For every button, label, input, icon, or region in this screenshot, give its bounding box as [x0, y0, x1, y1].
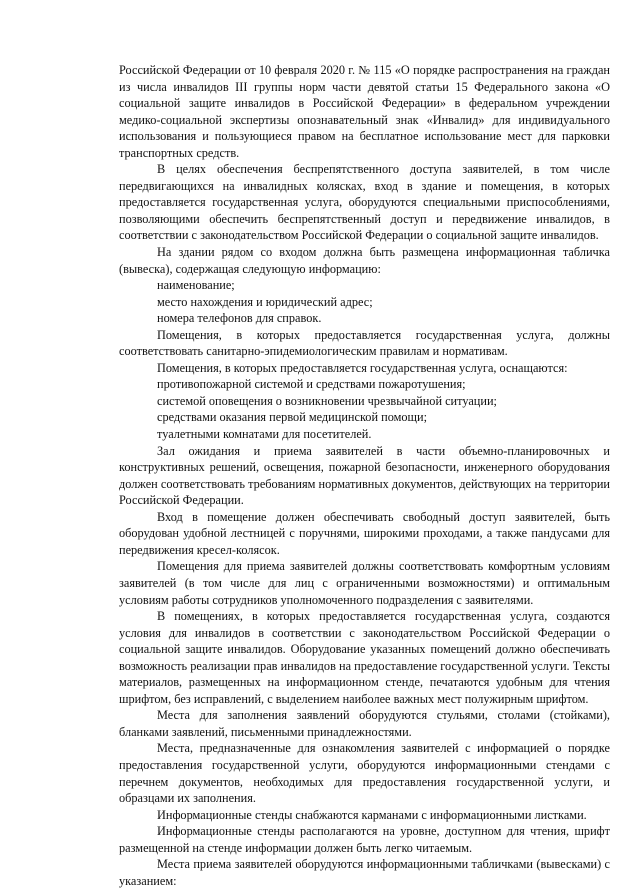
paragraph: Зал ожидания и приема заявителей в части объемно-планировочных и конструктивных решений, освещения, пожарной безопасности, инженерного оборудования должен соответствовать требованиям нормативных документов, действующих на территории Российской Федерации.: [119, 443, 610, 508]
paragraph: Места приема заявителей оборудуются информационными табличками (вывесками) с указанием:: [119, 857, 610, 888]
paragraph: В помещениях, в которых предоставляется государственная услуга, создаются условия для инвалидов в соответствии с законодательством Российской Федерации о социальной защите инвалидов. Оборудование указанных помещений должно обеспечивать возможность реализации прав инвалидов на предоставление государственной услуги. Тексты материалов, размещенных на информационном стенде, печатаются удобным для чтения шрифтом, без исправлений, с выделением наиболее важных мест полужирным шрифтом.: [119, 609, 610, 706]
paragraph: Вход в помещение должен обеспечивать свободный доступ заявителей, быть оборудован удобной лестницей с поручнями, широкими проходами, а также пандусами для передвижения кресел-колясок.: [119, 509, 610, 557]
paragraph: Помещения, в которых предоставляется государственная услуга, оснащаются:: [157, 360, 568, 375]
paragraph: На здании рядом со входом должна быть размещена информационная табличка (вывеска), содержащая следующую информацию:: [119, 245, 610, 276]
list-item: системой оповещения о возникновении чрезвычайной ситуации;: [157, 393, 497, 408]
paragraph: Места, предназначенные для ознакомления заявителей с информацией о порядке предоставления государственной услуги, оборудуются информационными стендами с перечнем документов, необходимых для предоставления государственной услуги, и образцами их заполнения.: [119, 741, 610, 806]
paragraph: Помещения для приема заявителей должны соответствовать комфортным условиям заявителей (в том числе для лиц с ограниченными возможностями) и оптимальным условиям работы сотрудников уполномоченного подразделения с заявителями.: [119, 559, 610, 607]
list-item: наименование;: [157, 278, 235, 293]
paragraph: В целях обеспечения беспрепятственного доступа заявителей, в том числе передвигающихся на инвалидных колясках, вход в здание и помещения, в которых предоставляется государственная услуга, оборудуются специальными приспособлениями, позволяющими обеспечить беспрепятственный доступ и передвижение инвалидов, в соответствии с законодательством Российской Федерации о социальной защите инвалидов.: [119, 162, 610, 243]
list-item: номера телефонов для справок.: [157, 311, 322, 326]
paragraph: Российской Федерации от 10 февраля 2020 г. № 115 «О порядке распространения на граждан из числа инвалидов III группы норм части девятой статьи 15 Федерального закона «О социальной защите инвалидов в Российской Федерации» в федеральном учреждении медико-социальной экспертизы опознавательный знак «Инвалид» для индивидуального использования и пользующиеся правом на бесплатное использование мест для парковки транспортных средств.: [119, 63, 610, 160]
document-body: [119, 62, 610, 889]
list-item: средствами оказания первой медицинской помощи;: [157, 410, 428, 425]
paragraph: Места для заполнения заявлений оборудуются стульями, столами (стойками), бланками заявлений, письменными принадлежностями.: [119, 708, 610, 739]
paragraph: Информационные стенды снабжаются карманами с информационными листками.: [157, 807, 587, 822]
paragraph: Информационные стенды располагаются на уровне, доступном для чтения, шрифт размещенной на стенде информации должен быть легко читаемым.: [119, 824, 610, 855]
paragraph: Помещения, в которых предоставляется государственная услуга, должны соответствовать санитарно-эпидемиологическим правилам и нормативам.: [119, 327, 610, 359]
list-item: противопожарной системой и средствами пожаротушения;: [157, 377, 466, 392]
list-item: место нахождения и юридический адрес;: [157, 294, 373, 309]
list-item: туалетными комнатами для посетителей.: [157, 427, 372, 442]
